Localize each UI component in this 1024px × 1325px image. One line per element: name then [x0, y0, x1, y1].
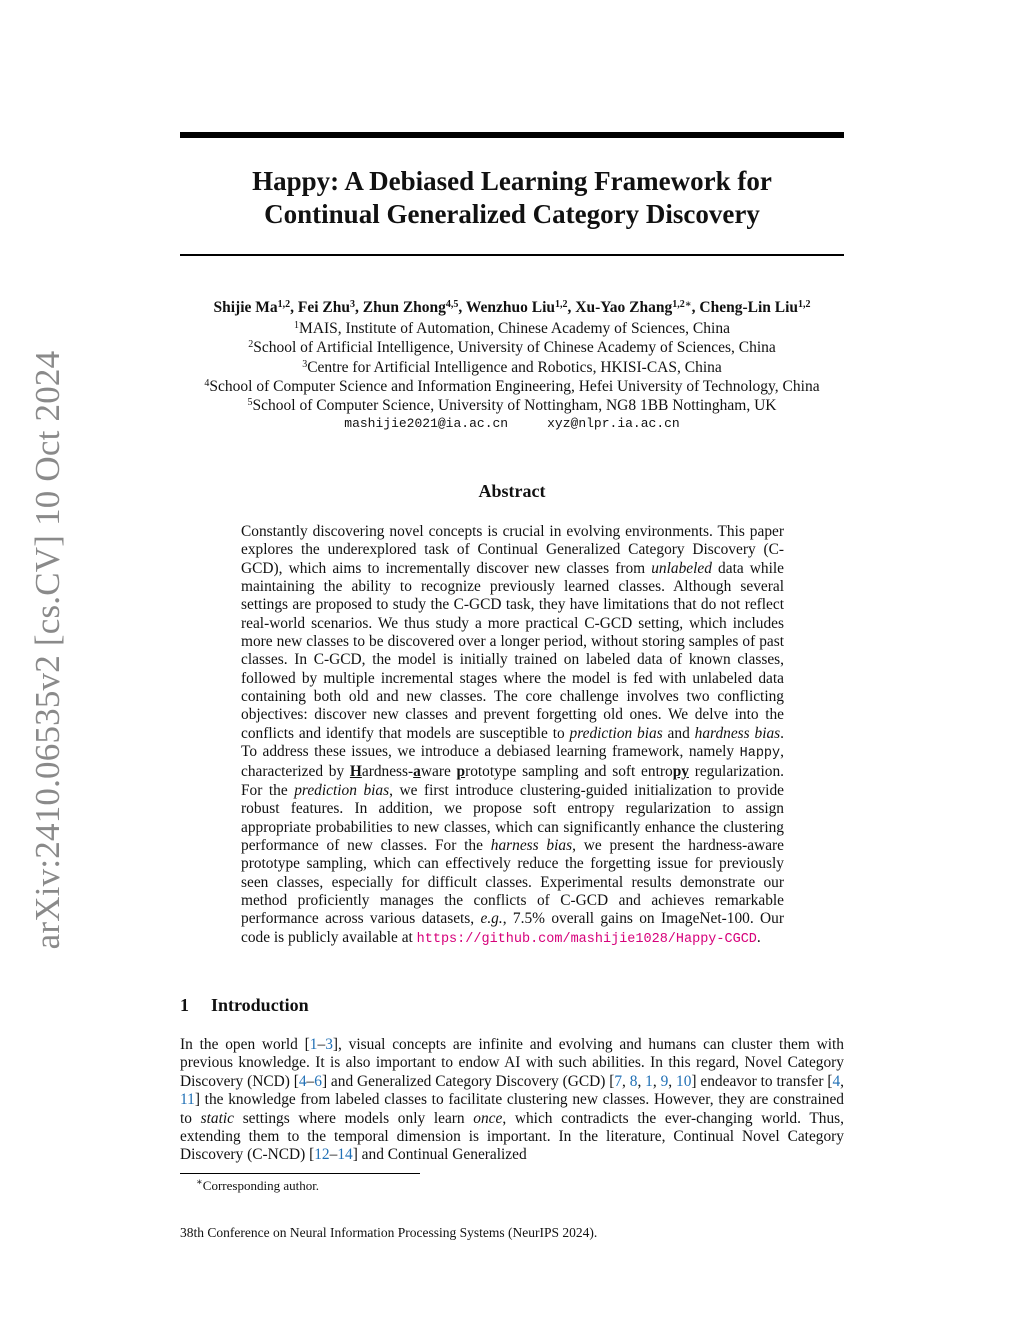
title-line-2: Continual Generalized Category Discovery	[264, 199, 760, 229]
citation-link[interactable]: 12	[314, 1146, 330, 1164]
abstract-body: Constantly discovering novel concepts is crucial in evolving environments. This paper explores the underexplored task of Continual Generalized Category Discovery (C-GCD), which aims to incrementally discover new classes from unlabeled data while maintaining the ability to recognize previously learned classes. Although several settings are proposed to study the C-GCD task, they have limitations that do not reflect real-world scenarios. We thus study a more practical C-GCD setting, which includes more new classes to be discovered over a longer period, without storing samples of past classes. In C-GCD, the model is initially trained on labeled data of known classes, followed by multiple incremental stages where the model is fed with unlabeled data containing both old and new classes. The core challenge involves two conflicting objectives: discover new classes and prevent forgetting old ones. We delve into the conflicts and identify that models are susceptible to prediction bias and hardness bias. To address these issues, we introduce a debiased learning framework, namely Happy, characterized by Hardness-aware prototype sampling and soft entropy regularization. For the prediction bias, we first introduce clustering-guided initialization to provide robust features. In addition, we propose soft entropy regularization to assign appropriate probabilities to new classes, which can significantly enhance the clustering performance of new classes. For the harness bias, we present the hardness-aware prototype sampling, which can effectively reduce the forgetting issue for previously seen classes, especially for difficult classes. Experimental results demonstrate our method proficiently manages the conflicts of C-GCD and achieves remarkable performance across various datasets, e.g., 7.5% overall gains on ImageNet-100. Our code is publicly available at https://github.com/mashijie1028/Happy-CGCD.	[241, 523, 785, 947]
citation-link[interactable]: 8	[629, 1072, 638, 1090]
affiliation: $^4$School of Computer Science and Information Engineering, Hefei University of Technology, China	[204, 377, 820, 395]
title-line-1: Happy: A Debiased Learning Framework for	[252, 166, 772, 196]
citation-link[interactable]: 6	[314, 1072, 322, 1090]
citation-link[interactable]: 1	[309, 1036, 318, 1053]
citation-link[interactable]: 11	[180, 1091, 195, 1109]
footnote: ∗Corresponding author.	[196, 1177, 320, 1193]
citation-link[interactable]: 4	[298, 1072, 307, 1090]
email: mashijie2021@ia.ac.cn	[344, 416, 509, 431]
author-list	[150, 298, 874, 318]
title-top-rule	[180, 132, 844, 138]
citation-link[interactable]: 10	[676, 1072, 692, 1090]
citation-link[interactable]: 7	[614, 1072, 623, 1090]
footnote-rule	[180, 1173, 420, 1174]
citation-link[interactable]: 1	[645, 1072, 653, 1090]
section-number: 1	[180, 995, 189, 1015]
arxiv-identifier: arXiv:2410.06535v2 [cs.CV] 10 Oct 2024	[28, 350, 67, 950]
affiliation: $^3$Centre for Artificial Intelligence and Robotics, HKISI-CAS, China	[302, 358, 722, 376]
section-title: Introduction	[211, 995, 309, 1015]
method-name: Happy	[739, 746, 781, 762]
section-heading	[180, 995, 309, 1016]
author: Fei Zhu$^3$,	[297, 299, 363, 316]
paper-title	[180, 165, 844, 231]
abstract-heading: Abstract	[478, 481, 546, 501]
affiliation: $^5$School of Computer Science, University of Nottingham, NG8 1BB Nottingham, UK	[247, 397, 777, 415]
author: Wenzhuo Liu$^{1,2}$,	[465, 299, 576, 316]
email: xyz@nlpr.ia.ac.cn	[547, 416, 680, 431]
citation-link[interactable]: 9	[660, 1072, 669, 1090]
citation-link[interactable]: 4	[832, 1072, 841, 1090]
affiliation: $^2$School of Artificial Intelligence, University of Chinese Academy of Sciences, China	[248, 339, 776, 357]
affiliation-list	[150, 319, 874, 415]
author: Shijie Ma$^{1,2}$,	[213, 299, 298, 316]
author: Zhun Zhong$^{4,5}$,	[362, 299, 466, 316]
citation-link[interactable]: 14	[337, 1146, 353, 1164]
conference-note: 38th Conference on Neural Information Processing Systems (NeurIPS 2024).	[180, 1225, 598, 1240]
citation-link[interactable]: 3	[325, 1036, 333, 1053]
author: Xu-Yao Zhang$^{1,2∗}$,	[575, 299, 700, 316]
introduction-paragraph: In the open world [1–3], visual concepts are infinite and evolving and humans can cluster them with previous knowledge. It is also important to endow AI with such abilities. In this regard, Novel Category Discovery (NCD) [4–6] and Generalized Category Discovery (GCD) [7, 8, 1, 9, 10] endeavor to transfer [4, 11] the knowledge from labeled classes to facilitate clustering new classes. However, they are constrained to static settings where models only learn once, which contradicts the ever-changing world. Thus, extending them to the temporal dimension is important. In the literature, Continual Novel Category Discovery (C-NCD) [12–14] and Continual Generalized	[180, 1036, 845, 1164]
code-link[interactable]: https://github.com/mashijie1028/Happy-CGCD	[416, 931, 757, 947]
affiliation: $^1$MAIS, Institute of Automation, Chinese Academy of Sciences, China	[294, 320, 730, 337]
title-bottom-rule	[180, 254, 844, 256]
author: Cheng-Lin Liu$^{1,2}$	[699, 299, 811, 316]
email-line	[180, 416, 844, 431]
